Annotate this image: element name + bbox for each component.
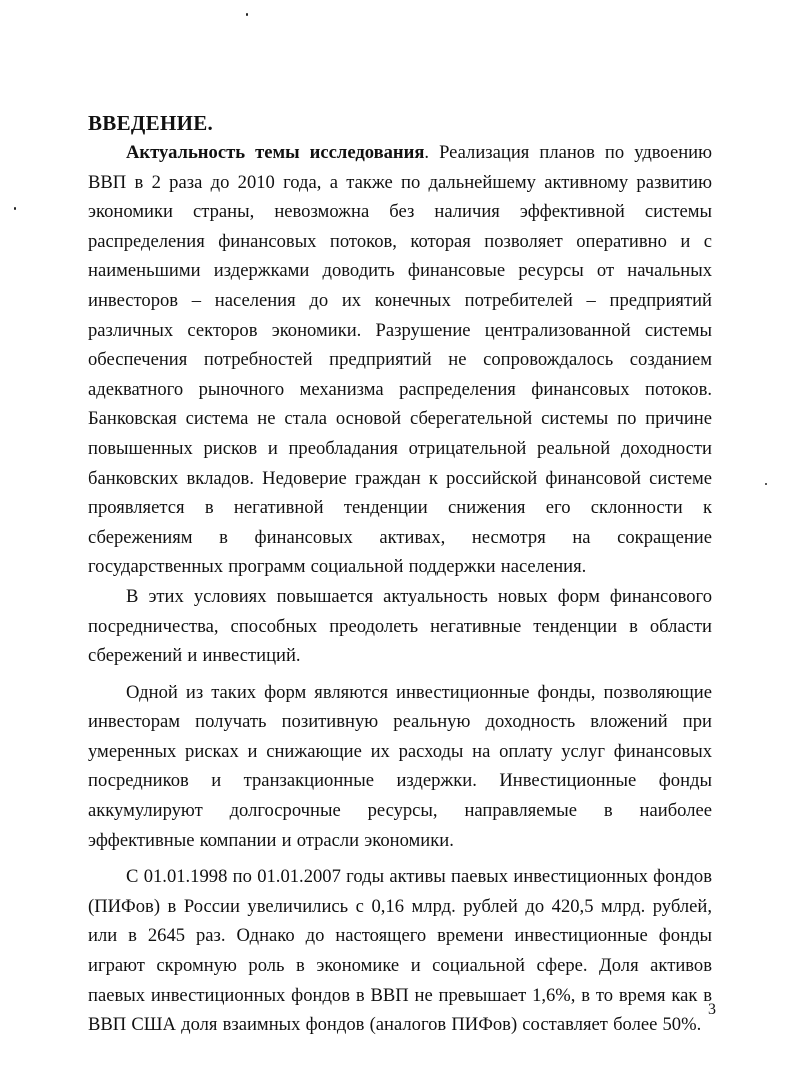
paragraph-investment-funds: Одной из таких форм являются инвестиционные фонды, позволяющие инвесторам получать позитивную реальную доходность вложений при умеренных рисках и снижающие их расходы на оплату услуг финансовых посредников и транзакционные издержки. Инвестиционные фонды аккумулируют долгосрочные ресурсы, направляемые в наиболее эффективные компании и отрасли экономики. <box>88 681 712 851</box>
paragraph-relevance <box>88 138 712 582</box>
scan-speck-left <box>14 207 16 210</box>
page-number: 3 <box>708 1001 716 1018</box>
scan-speck-right <box>765 483 767 485</box>
section-heading: ВВЕДЕНИЕ. <box>88 111 214 135</box>
paragraph-lead-label: Актуальность темы исследования <box>126 142 425 163</box>
paragraph-statistics: С 01.01.1998 по 01.01.2007 годы активы паевых инвестиционных фондов (ПИФов) в России увеличились с 0,16 млрд. рублей до 420,5 млрд. рублей, или в 2645 раз. Однако до настоящего времени инвестиционные фонды играют скромную роль в экономике и социальной сфере. Доля активов паевых инвестиционных фондов в ВВП не превышает 1,6%, в то время как в ВВП США доля взаимных фондов (аналогов ПИФов) составляет более 50%. <box>88 866 712 1036</box>
scan-speck-top <box>246 13 248 16</box>
document-body <box>88 108 712 1040</box>
paragraph-text: . Реализация планов по удвоению ВВП в 2 раза до 2010 года, а также по дальнейшему активному развитию экономики страны, невозможна без наличия эффективной системы распределения финансовых потоков, которая позволяет оперативно и с наименьшими издержками доводить финансовые ресурсы от начальных инвесторов – населения до их конечных потребителей – предприятий различных секторов экономики. Разрушение централизованной системы обеспечения потребностей предприятий не сопровождалось созданием адекватного рыночного механизма распределения финансовых потоков. Банковская система не стала основой сберегательной системы по причине повышенных рисков и преобладания отрицательной реальной доходности банковских вкладов. Недоверие граждан к российской финансовой системе проявляется в негативной тенденции снижения его склонности к сбережениям в финансовых активах, несмотря на сокращение государственных программ социальной поддержки населения. <box>88 142 712 578</box>
paragraph-conditions: В этих условиях повышается актуальность новых форм финансового посредничества, способных преодолеть негативные тенденции в области сбережений и инвестиций. <box>88 585 712 667</box>
